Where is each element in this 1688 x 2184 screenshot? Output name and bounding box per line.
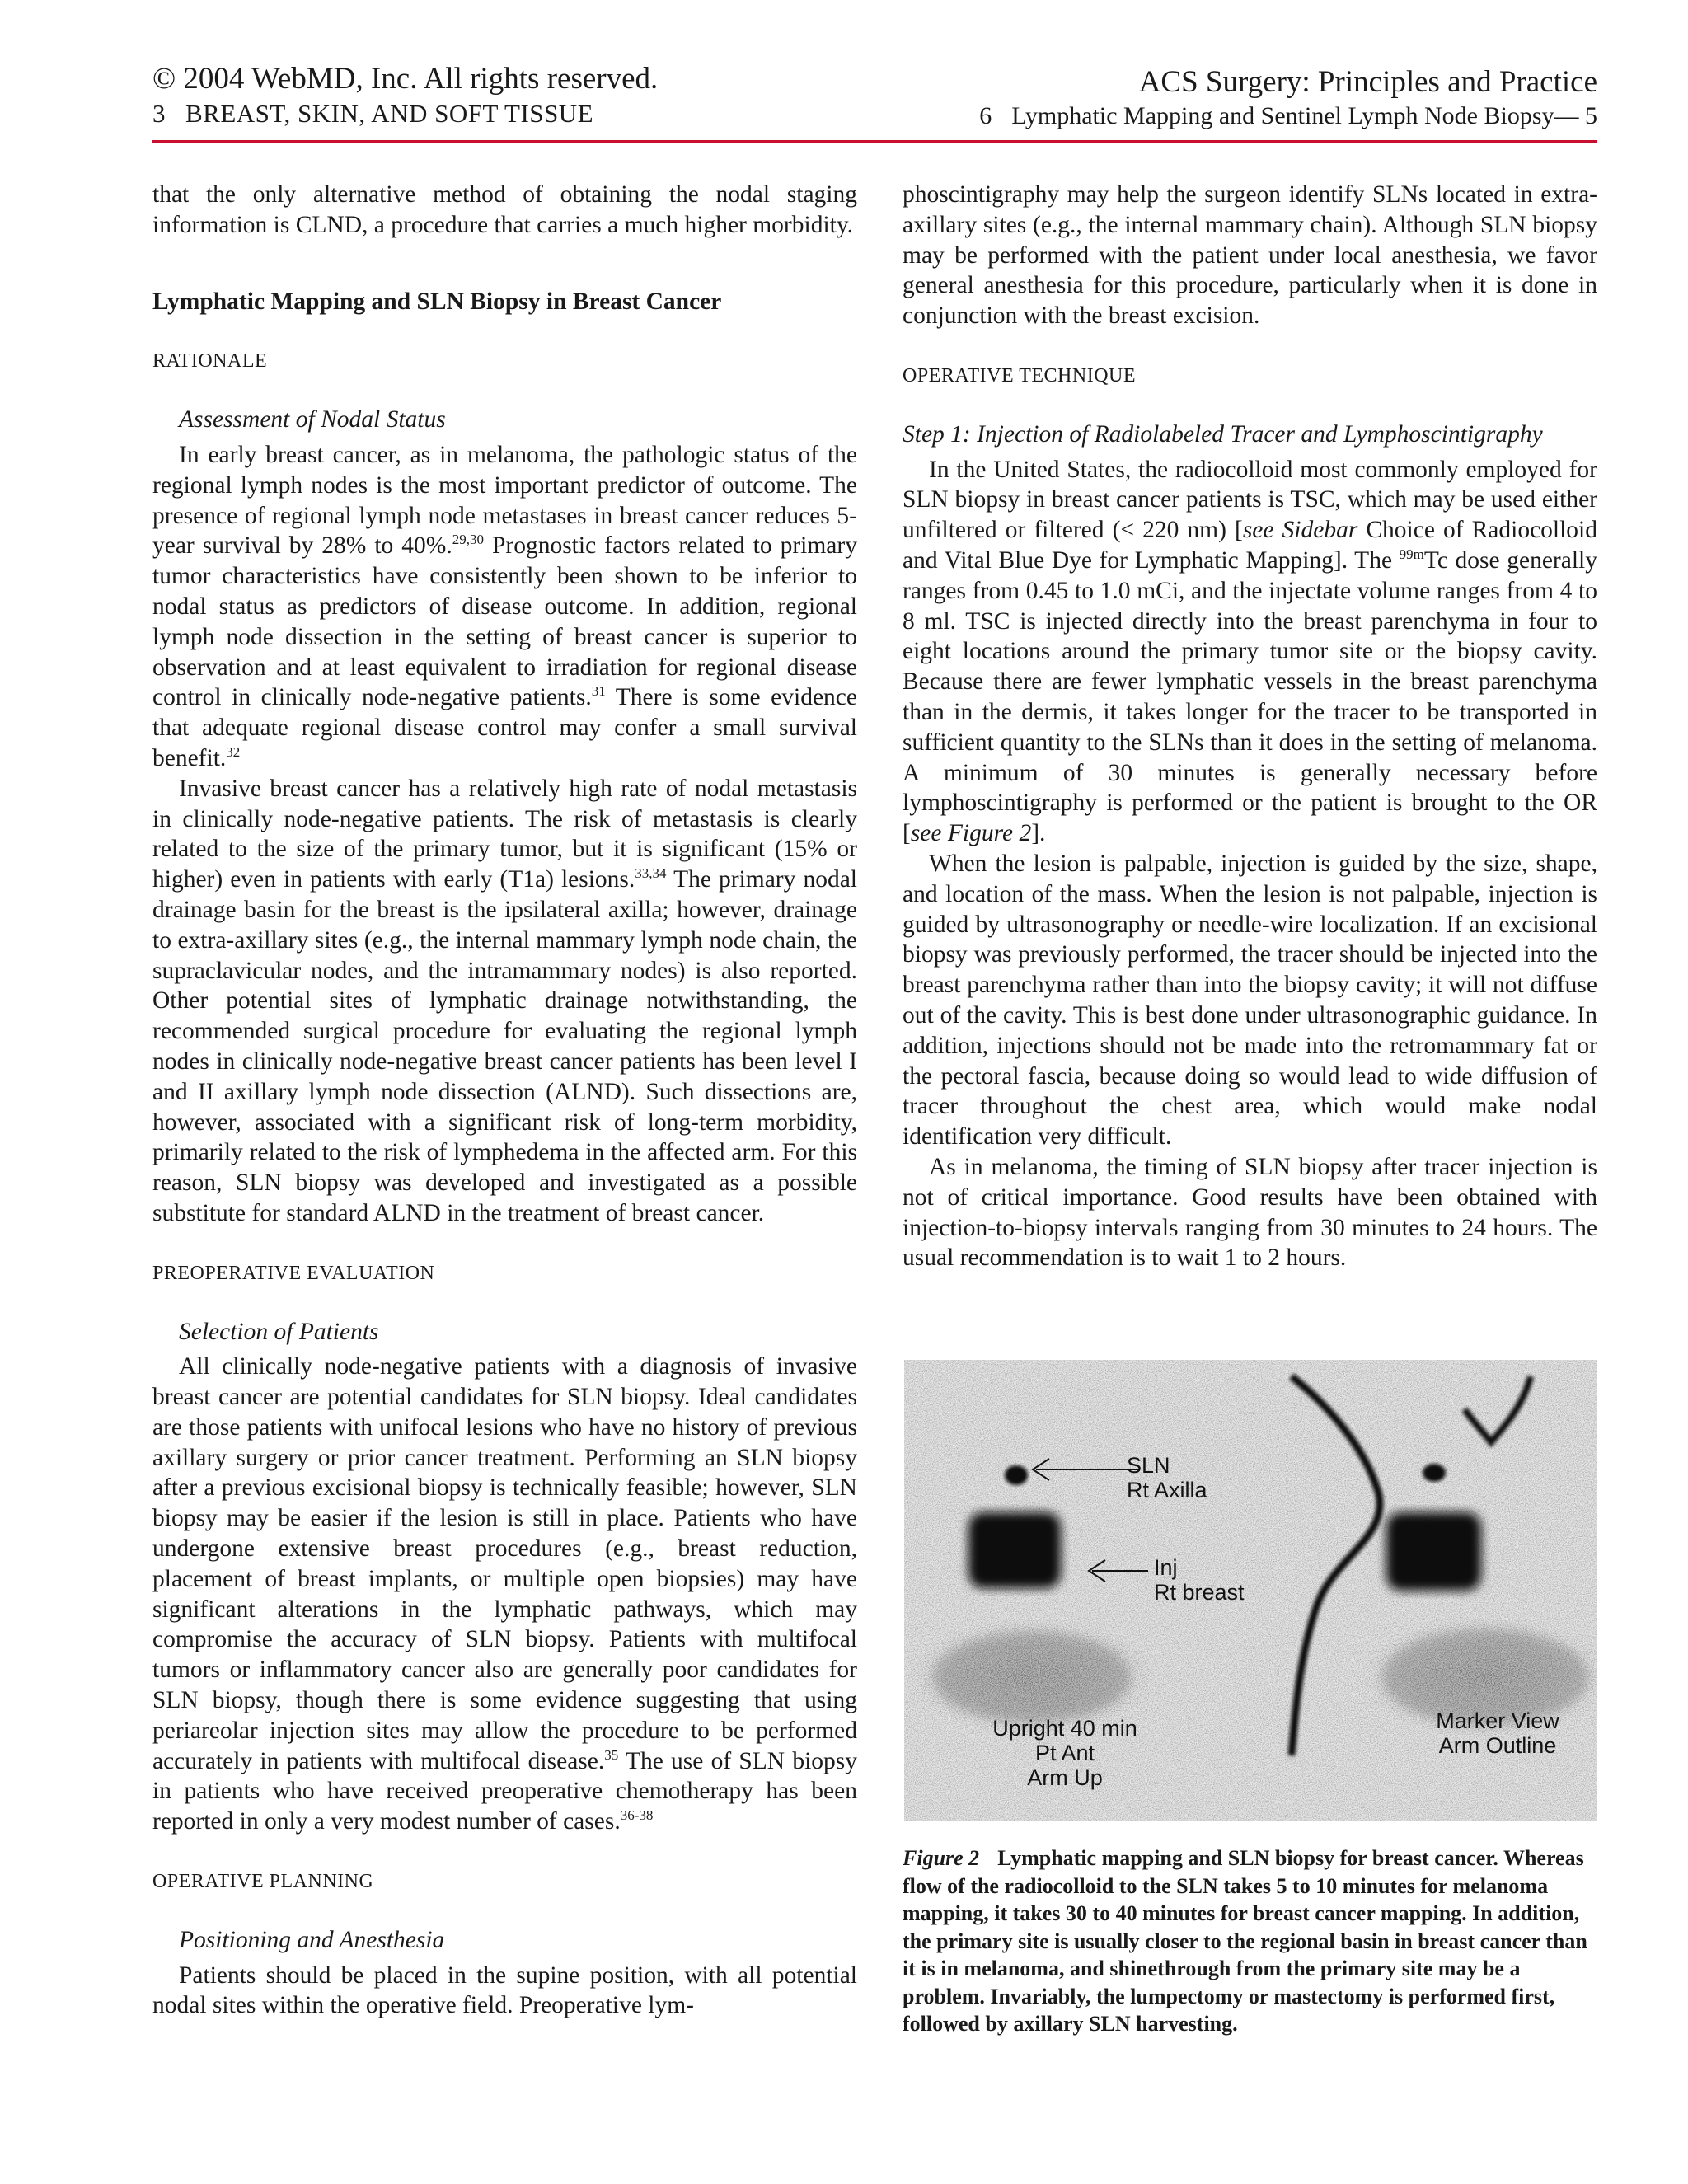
view-label-line: Marker View — [1436, 1708, 1559, 1733]
citation: 36-38 — [620, 1807, 654, 1824]
paragraph-nodal-status — [152, 440, 857, 774]
citation: 29,30 — [452, 532, 484, 548]
citation: 35 — [604, 1746, 619, 1763]
lymphoscintigram-figure — [904, 1360, 1597, 1821]
figure-caption — [903, 1844, 1597, 2038]
figure-number: Figure 2 — [903, 1846, 980, 1870]
right-column — [903, 180, 1597, 1273]
step1-heading: Step 1: Injection of Radiolabeled Tracer and Lymphoscintigraphy — [903, 420, 1543, 448]
right-view-label — [1399, 1708, 1597, 1758]
assessment-heading: Assessment of Nodal Status — [179, 406, 446, 434]
injection-site-hotspot-left — [968, 1512, 1061, 1588]
view-label-line: Upright 40 min — [992, 1716, 1137, 1741]
chapter-line — [979, 102, 1597, 130]
paragraph-timing: As in melanoma, the timing of SLN biopsy after tracer injection is not of critical importance. Good results have been obtained with injection-to-biopsy intervals ranging from 30 minutes to 24 hours. The usual recommendation is to wait 1 to 2 hours. — [903, 1153, 1597, 1272]
sentinel-node-hotspot — [1005, 1465, 1028, 1485]
text-run: ]. — [1031, 820, 1046, 847]
text-run: All clinically node-negative patients with a diagnosis of invasive breast cancer are potential candidates for SLN biopsy. Ideal candidates are those patients with unifocal lesions who have no history of previous axillary surgery or prior cancer treatment. Performing an SLN biopsy after a previous excisional biopsy is technically feasible; however, SLN biopsy may be easier if the lesion is still in place. Patients who have undergone extensive breast procedures (e.g., breast reduction, placement of breast implants, or multiple open biopsies) may have significant alterations in the lymphatic pathways, which may compromise the accuracy of SLN biopsy. Patients with multifocal tumors or inflammatory cancer also are generally poor candidates for SLN biopsy, though there is some evidence suggesting that using periareolar injection sites may allow the procedure to be performed accurately in patients with multifocal disease. — [152, 1353, 857, 1774]
sln-label-line: SLN — [1127, 1453, 1170, 1478]
breast-shadow-left — [933, 1632, 1131, 1722]
view-label-line: Arm Up — [1027, 1765, 1103, 1790]
sln-label — [1127, 1453, 1207, 1502]
cross-reference-link[interactable]: see Sidebar — [1242, 517, 1358, 544]
sentinel-node-hotspot-right — [1423, 1464, 1446, 1482]
paragraph-invasive — [152, 774, 857, 1229]
paragraph-lymphoscintigraphy: phoscintigraphy may help the surgeon identify SLNs located in extra-axillary sites (e.g., the internal mammary chain). Although SLN biopsy may be performed with the patient under local anesthesia, we favor general anesthesia for this procedure, particularly when it is done in conjunction with the breast excision. — [903, 181, 1597, 330]
section-line — [152, 99, 593, 129]
section-heading: Lymphatic Mapping and SLN Biopsy in Breast Cancer — [152, 288, 722, 315]
planning-label: OPERATIVE PLANNING — [152, 1871, 374, 1893]
injection-site-hotspot-right — [1386, 1512, 1481, 1591]
isotope-superscript: 99m — [1399, 546, 1424, 562]
text-run: Choice of Radiocolloid and Vital Blue Dye for Lymphatic Mapping]. The — [903, 517, 1598, 574]
paragraph-radiocolloid — [903, 455, 1597, 849]
text-run: In early breast cancer, as in melanoma, the pathologic status of the regional lymph nodes is the most important predictor of outcome. The presence of regional lymph node metastases in breast cancer reduces 5-year survival by 28% to 40%. — [152, 441, 857, 560]
left-column — [152, 180, 857, 2021]
citation: 31 — [591, 683, 606, 700]
header-rule — [152, 140, 1597, 143]
paragraph-selection — [152, 1352, 857, 1837]
text-run: The primary nodal drainage basin for the breast is the ipsilateral axilla; however, drainage to extra-axillary sites (e.g., the internal mammary lymph node chain, the supraclavicular nodes, and the intramammary nodes) is also reported. Other potential sites of lymphatic drainage notwithstanding, the recommended surgical procedure for evaluating the regional lymph nodes in clinically node-negative breast cancer patients has been level I and II axillary lymph node dissection (ALND). Such dissections are, however, associated with a significant risk of long-term morbidity, primarily related to the risk of lymphedema in the affected arm. For this reason, SLN biopsy was developed and investigated as a possible substitute for standard ALND in the treatment of breast cancer. — [152, 866, 857, 1226]
selection-heading: Selection of Patients — [179, 1318, 379, 1345]
chapter-title: Lymphatic Mapping and Sentinel Lymph Node Biopsy— 5 — [1011, 102, 1597, 129]
chapter-number: 6 — [979, 102, 992, 129]
left-view-label — [962, 1716, 1168, 1790]
preop-label: PREOPERATIVE EVALUATION — [152, 1262, 435, 1284]
text-run: In the United States, the radiocolloid most commonly employed for SLN biopsy in breast cancer patients is TSC, which may be used either unfiltered or filtered (< 220 nm) [ — [903, 456, 1597, 544]
technique-label: OPERATIVE TECHNIQUE — [903, 364, 1137, 387]
text-run: Invasive breast cancer has a relatively high rate of nodal metastasis in clinically node-negative patients. The risk of metastasis is clearly related to the size of the primary tumor, but it is significant (15% or higher) even in patients with early (T1a) lesions. — [152, 775, 857, 893]
positioning-heading: Positioning and Anesthesia — [179, 1926, 445, 1953]
book-title: ACS Surgery: Principles and Practice — [1138, 65, 1597, 99]
caption-text: Lymphatic mapping and SLN biopsy for breast cancer. Whereas flow of the radiocolloid to the SLN takes 5 to 10 minutes for melanoma mapping, it takes 30 to 40 minutes for breast cancer mapping. In addition, the primary site is usually closer to the regional basin in breast cancer than it is in melanoma, and shinethrough from the primary site may be a problem. Invariably, the lumpectomy or mastectomy is performed first, followed by axillary SLN harvesting. — [903, 1846, 1587, 2036]
rationale-label: RATIONALE — [152, 350, 268, 373]
copyright-notice: © 2004 WebMD, Inc. All rights reserved. — [152, 62, 659, 96]
paragraph-palpable: When the lesion is palpable, injection is guided by the size, shape, and location of the mass. When the lesion is not palpable, injection is guided by ultrasonography or needle-wire localization. If an excisional biopsy was previously performed, the tracer should be injected into the breast parenchyma rather than into the biopsy cavity; it will not diffuse out of the cavity. This is best done under ultrasonographic guidance. In addition, injections should not be made into the retromammary fat or the pectoral fascia, because doing so would lead to wide diffusion of tracer throughout the chest area, which would make nodal identification very difficult. — [903, 850, 1597, 1151]
view-label-line: Pt Ant — [1034, 1741, 1095, 1765]
inj-label — [1154, 1555, 1245, 1605]
text-run: Tc dose generally ranges from 0.45 to 1.0 mCi, and the injectate volume ranges from 4 to 8 ml. TSC is injected directly into the breast parenchyma in four to eight locations around the primary tumor site or the biopsy cavity. Because there are fewer lymphatic vessels in the breast parenchyma than in the dermis, it takes longer for the tracer to be transported in sufficient quantity to the SLNs than it does in the setting of melanoma. A minimum of 30 minutes is generally necessary before lymphoscintigraphy is performed or the patient is brought to the OR [ — [903, 546, 1597, 847]
paragraph-positioning: Patients should be placed in the supine position, with all potential nodal sites within the operative field. Preoperative lym- — [152, 1961, 857, 2019]
running-header — [152, 61, 1597, 137]
section-number: 3 — [152, 99, 166, 128]
sln-label-line: Rt Axilla — [1127, 1478, 1207, 1502]
text-run: Prognostic factors related to primary tumor characteristics have consistently been shown to be inferior to nodal status as predictors of disease outcome. In addition, regional lymph node dissection in the setting of breast cancer is superior to observation and at least equivalent to irradiation for regional disease control in clinically node-negative patients. — [152, 532, 857, 711]
intro-paragraph: that the only alternative method of obtaining the nodal staging information is CLND, a procedure that carries a much higher morbidity. — [152, 181, 857, 238]
text-run: There is some evidence that adequate regional disease control may confer a small survival benefit. — [152, 684, 857, 771]
inj-label-line: Rt breast — [1154, 1580, 1245, 1605]
figure-reference-link[interactable]: see Figure 2 — [910, 820, 1032, 847]
inj-label-line: Inj — [1154, 1555, 1178, 1580]
section-title: BREAST, SKIN, AND SOFT TISSUE — [185, 99, 594, 128]
citation: 32 — [226, 743, 241, 760]
citation: 33,34 — [635, 865, 667, 882]
text-run: The use of SLN biopsy in patients who have received preoperative chemotherapy has been reported in only a very modest number of cases. — [152, 1747, 857, 1835]
view-label-line: Arm Outline — [1438, 1733, 1557, 1758]
